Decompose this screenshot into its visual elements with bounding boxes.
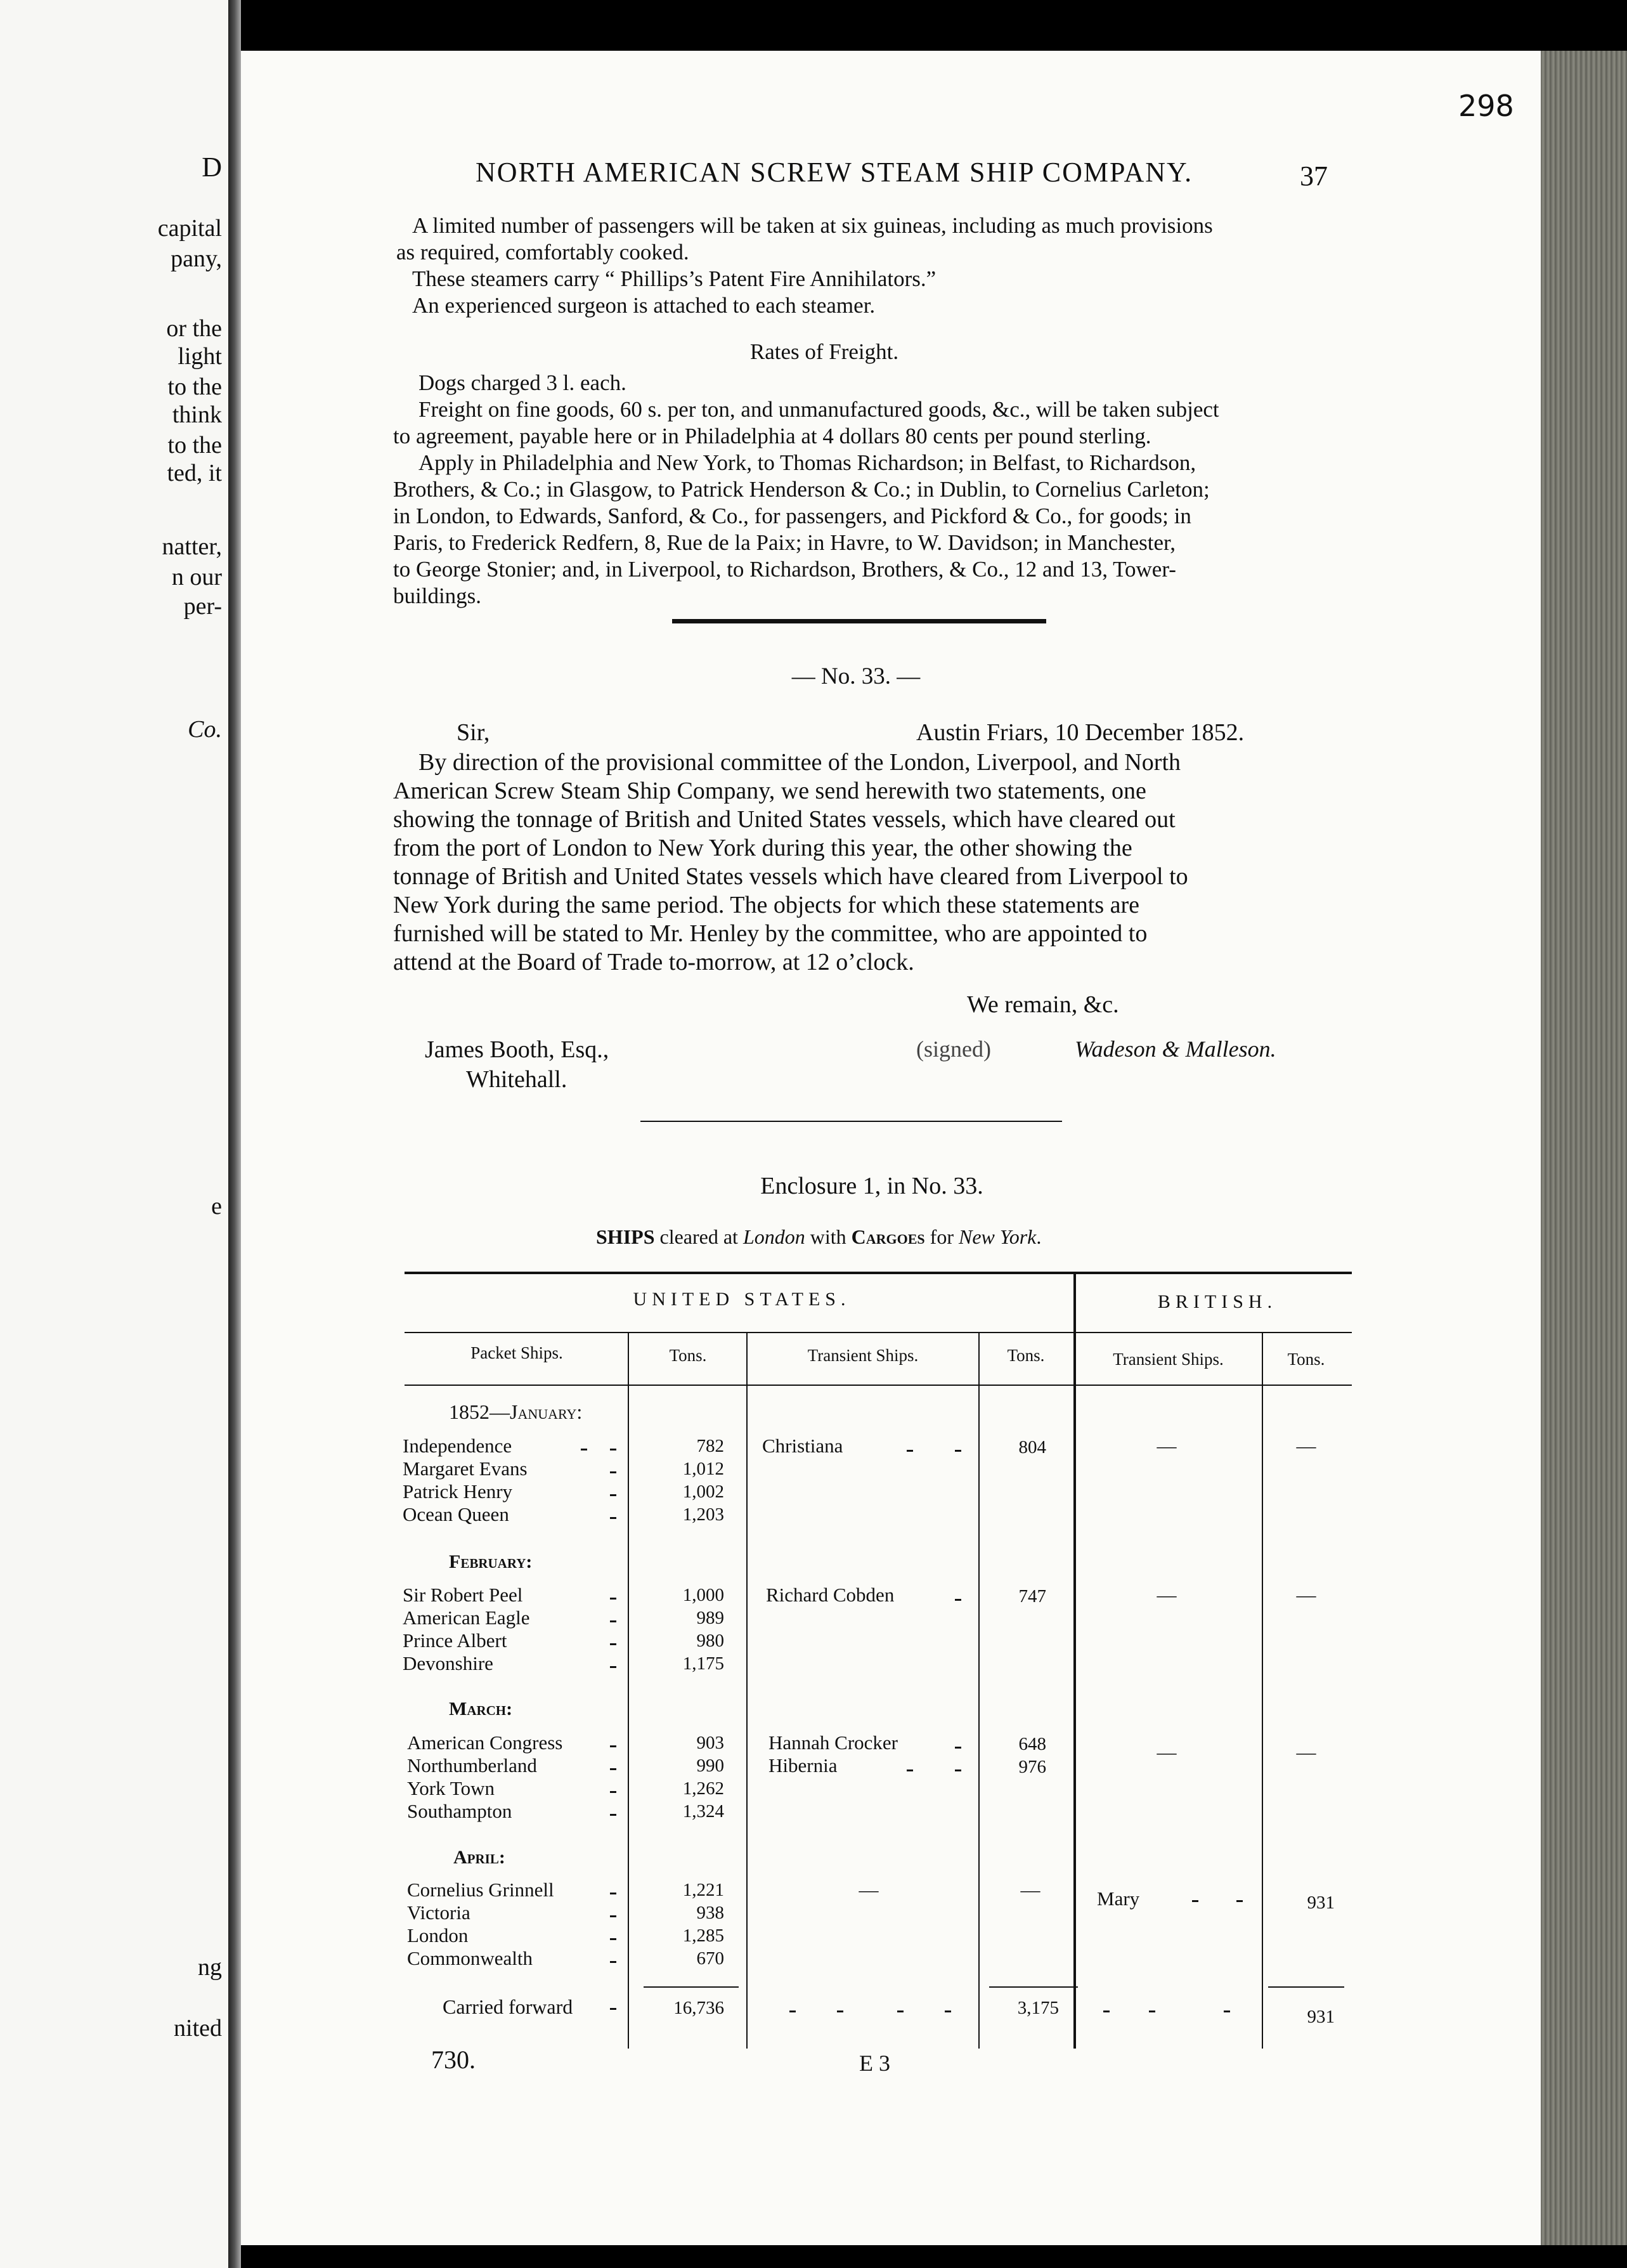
leader-dash	[610, 1643, 616, 1645]
month-heading: February:	[449, 1551, 533, 1572]
packet-ship-tons: 1,262	[682, 1778, 724, 1799]
left-fragment: Co.	[188, 716, 222, 743]
table-group-rule	[405, 1332, 1352, 1333]
leader-dash	[1224, 2011, 1230, 2012]
freight-line: Paris, to Frederick Redfern, 8, Rue de la Paix; in Havre, to W. Davidson; in Manchester,	[393, 530, 1176, 555]
leader-dash	[610, 1620, 616, 1622]
leader-dash	[610, 1598, 616, 1600]
packet-ship-tons: 1,221	[682, 1880, 724, 1900]
column-header: Tons.	[669, 1346, 707, 1365]
leader-dash	[1149, 2011, 1155, 2012]
leader-dash	[610, 1938, 616, 1940]
left-fragment: e	[211, 1193, 222, 1220]
packet-ship-tons: 980	[696, 1631, 724, 1651]
table-header-rule	[405, 1385, 1352, 1386]
leader-dash	[907, 1769, 913, 1771]
column-header: Tons.	[1007, 1346, 1045, 1365]
month-heading: March:	[449, 1698, 513, 1719]
leader-dash	[610, 1449, 616, 1450]
enclosure-subtitle: SHIPS cleared at London with Cargoes for New York.	[596, 1225, 1042, 1248]
left-fragment: natter,	[162, 533, 222, 560]
letter-line: showing the tonnage of British and United States vessels, which have cleared out	[393, 806, 1176, 833]
leader-dash	[955, 1769, 961, 1771]
document-number: — No. 33. —	[791, 663, 921, 689]
letter-line: By direction of the provisional committee of the London, Liverpool, and North	[418, 749, 1181, 776]
column-header: Transient Ships.	[807, 1346, 919, 1365]
letter-closing: We remain, &c.	[967, 991, 1119, 1018]
packet-ship-tons: 1,324	[682, 1801, 724, 1822]
left-fragment: think	[172, 401, 222, 428]
packet-ship-tons: 989	[696, 1608, 724, 1628]
table-group-divider	[1073, 1272, 1076, 2049]
left-fragment: n our	[171, 564, 222, 590]
packet-ship-tons: 903	[696, 1733, 724, 1753]
carried-forward-packet-tons: 16,736	[673, 1998, 724, 2018]
british-ship-tons: —	[1296, 1435, 1316, 1457]
signature: Wadeson & Malleson.	[1075, 1036, 1276, 1062]
packet-ship-name: Northumberland	[407, 1754, 537, 1776]
british-ship-tons: 931	[1307, 1893, 1335, 1913]
section-divider	[672, 619, 1046, 623]
transient-ship-tons: 747	[1018, 1586, 1046, 1606]
packet-ship-name: Commonwealth	[407, 1947, 533, 1969]
packet-ship-tons: 782	[696, 1436, 724, 1456]
leader-dash	[610, 2008, 616, 2010]
letter-line: tonnage of British and United States vessels which have cleared from Liverpool to	[393, 863, 1188, 890]
leader-dash	[1192, 1900, 1198, 1902]
transient-ship-tons: 648	[1018, 1734, 1046, 1754]
table-column-rule	[628, 1332, 629, 2049]
freight-line: in London, to Edwards, Sanford, & Co., for passengers, and Pickford & Co., for goods; in	[393, 504, 1191, 528]
leader-dash	[581, 1449, 587, 1450]
month-heading: April:	[453, 1847, 505, 1868]
enclosure-title: Enclosure 1, in No. 33.	[760, 1173, 983, 1199]
section-divider	[640, 1121, 1062, 1122]
intro-line: These steamers carry “ Phillips’s Patent Fire Annihilators.”	[412, 266, 937, 291]
freight-line: buildings.	[393, 583, 482, 608]
packet-ship-name: Patrick Henry	[403, 1480, 513, 1502]
table-column-rule	[1262, 1332, 1263, 2049]
leader-dash	[610, 1814, 616, 1816]
transient-ship-name: Hibernia	[768, 1754, 838, 1776]
table-column-rule	[978, 1332, 980, 2049]
leader-dash	[945, 2011, 951, 2012]
group-heading-british: BRITISH.	[1157, 1291, 1278, 1312]
left-fragment: per-	[183, 593, 222, 620]
total-rule	[989, 1986, 1078, 1988]
leader-dash	[610, 1471, 616, 1473]
transient-ship-name: —	[859, 1879, 879, 1901]
packet-ship-name: Devonshire	[403, 1652, 493, 1674]
leader-dash	[955, 1599, 961, 1601]
left-fragment: to the	[167, 432, 222, 459]
left-fragment: capital	[157, 215, 222, 242]
leader-dash	[610, 1517, 616, 1519]
leader-dash	[610, 1494, 616, 1496]
packet-ship-name: Independence	[403, 1435, 512, 1457]
packet-ship-tons: 670	[696, 1948, 724, 1969]
packet-ship-name: Prince Albert	[403, 1629, 507, 1652]
british-ship-tons: —	[1296, 1584, 1316, 1606]
packet-ship-name: Cornelius Grinnell	[407, 1879, 554, 1901]
page-stamp: 298	[1458, 89, 1514, 123]
packet-ship-tons: 1,012	[682, 1459, 724, 1479]
left-fragment: pany,	[171, 245, 222, 272]
leader-dash	[897, 2011, 904, 2012]
month-heading: 1852—January:	[449, 1400, 583, 1423]
leader-dash	[610, 1961, 616, 1963]
leader-dash	[837, 2011, 843, 2012]
british-ship-name: —	[1157, 1435, 1177, 1457]
carried-forward-label: Carried forward	[443, 1995, 573, 2018]
left-fragment: ted, it	[167, 460, 222, 486]
british-ship-name: —	[1157, 1741, 1177, 1763]
leader-dash	[1103, 2011, 1110, 2012]
leader-dash	[610, 1768, 616, 1770]
letter-line: furnished will be stated to Mr. Henley by the committee, who are appointed to	[393, 920, 1148, 947]
freight-line: to George Stonier; and, in Liverpool, to Richardson, Brothers, & Co., 12 and 13, Tower-	[393, 557, 1176, 582]
carried-forward-transient-tons: 3,175	[1017, 1998, 1059, 2018]
transient-ship-tons: 804	[1018, 1437, 1046, 1457]
packet-ship-tons: 1,002	[682, 1482, 724, 1502]
footer-signature-mark: E 3	[859, 2050, 890, 2076]
freight-line: Brothers, & Co.; in Glasgow, to Patrick Henderson & Co.; in Dublin, to Cornelius Carleton;	[393, 477, 1210, 502]
freight-heading: Rates of Freight.	[749, 339, 899, 364]
leader-dash	[610, 1893, 616, 1894]
table-top-rule	[405, 1272, 1352, 1274]
leader-dash	[955, 1747, 961, 1749]
packet-ship-tons: 990	[696, 1756, 724, 1776]
freight-line: Apply in Philadelphia and New York, to Thomas Richardson; in Belfast, to Richardson,	[418, 450, 1196, 475]
book-gutter	[228, 0, 241, 2268]
letter-line: attend at the Board of Trade to-morrow, at 12 o’clock.	[393, 949, 914, 975]
packet-ship-name: American Congress	[407, 1731, 563, 1754]
page-edges	[1541, 51, 1627, 2245]
salutation: Sir,	[457, 719, 490, 746]
packet-ship-tons: 1,175	[682, 1653, 724, 1674]
left-fragment: ng	[198, 1954, 222, 1981]
packet-ship-name: York Town	[407, 1777, 495, 1799]
intro-line: A limited number of passengers will be taken at six guineas, including as much provisions	[412, 213, 1213, 238]
column-header: Transient Ships.	[1113, 1350, 1224, 1369]
leader-dash	[610, 1915, 616, 1917]
running-header: NORTH AMERICAN SCREW STEAM SHIP COMPANY.	[476, 157, 1193, 188]
packet-ship-name: American Eagle	[403, 1606, 530, 1629]
recipient-name: James Booth, Esq.,	[425, 1036, 609, 1063]
freight-line: to agreement, payable here or in Philadelphia at 4 dollars 80 cents per pound sterling.	[393, 424, 1151, 448]
letter-line: New York during the same period. The objects for which these statements are	[393, 892, 1139, 918]
leader-dash	[1236, 1900, 1243, 1902]
packet-ship-name: Sir Robert Peel	[403, 1584, 523, 1606]
british-ship-name: Mary	[1097, 1887, 1140, 1910]
leader-dash	[610, 1745, 616, 1747]
british-ship-tons: —	[1296, 1741, 1316, 1763]
transient-ship-name: Richard Cobden	[766, 1584, 895, 1606]
intro-line: as required, comfortably cooked.	[396, 240, 689, 264]
transient-ship-name: Christiana	[762, 1435, 843, 1457]
left-fragment: to the	[167, 374, 222, 400]
packet-ship-tons: 938	[696, 1903, 724, 1923]
leader-dash	[610, 1666, 616, 1668]
address-date: Austin Friars, 10 December 1852.	[916, 719, 1245, 746]
freight-line: Dogs charged 3 l. each.	[418, 370, 626, 395]
leader-dash	[907, 1450, 913, 1452]
packet-ship-name: Southampton	[407, 1800, 512, 1822]
letter-line: American Screw Steam Ship Company, we send herewith two statements, one	[393, 778, 1146, 804]
packet-ship-name: London	[407, 1924, 469, 1946]
transient-ship-name: Hannah Crocker	[768, 1731, 898, 1754]
transient-ship-tons: 976	[1018, 1757, 1046, 1777]
table-column-rule	[746, 1332, 748, 2049]
column-header: Packet Ships.	[470, 1343, 563, 1362]
recipient-place: Whitehall.	[466, 1066, 567, 1093]
packet-ship-name: Victoria	[407, 1901, 470, 1924]
signed-note: (signed)	[916, 1036, 991, 1062]
letter-line: from the port of London to New York during this year, the other showing the	[393, 835, 1132, 861]
packet-ship-tons: 1,000	[682, 1585, 724, 1605]
leader-dash	[789, 2011, 796, 2012]
leader-dash	[610, 1791, 616, 1793]
carried-forward-british-tons: 931	[1307, 2007, 1335, 2027]
footer-left: 730.	[431, 2045, 476, 2074]
packet-ship-tons: 1,285	[682, 1926, 724, 1946]
column-header: Tons.	[1287, 1350, 1325, 1369]
intro-line: An experienced surgeon is attached to each steamer.	[412, 293, 876, 318]
freight-line: Freight on fine goods, 60 s. per ton, and unmanufactured goods, &c., will be taken subject	[418, 397, 1219, 422]
left-facing-page	[0, 0, 228, 2268]
packet-ship-name: Ocean Queen	[403, 1503, 509, 1525]
group-heading-us: UNITED STATES.	[633, 1289, 851, 1310]
total-rule	[1268, 1986, 1344, 1988]
left-fragment: light	[178, 343, 222, 370]
leader-dash	[955, 1450, 961, 1452]
total-rule	[644, 1986, 739, 1988]
page-number: 37	[1300, 160, 1328, 192]
left-fragment: or the	[166, 315, 222, 342]
british-ship-name: —	[1157, 1584, 1177, 1606]
transient-ship-tons: —	[1020, 1879, 1040, 1901]
packet-ship-name: Margaret Evans	[403, 1457, 528, 1480]
left-fragment: nited	[174, 2015, 222, 2042]
left-fragment: D	[202, 152, 222, 183]
packet-ship-tons: 1,203	[682, 1504, 724, 1525]
